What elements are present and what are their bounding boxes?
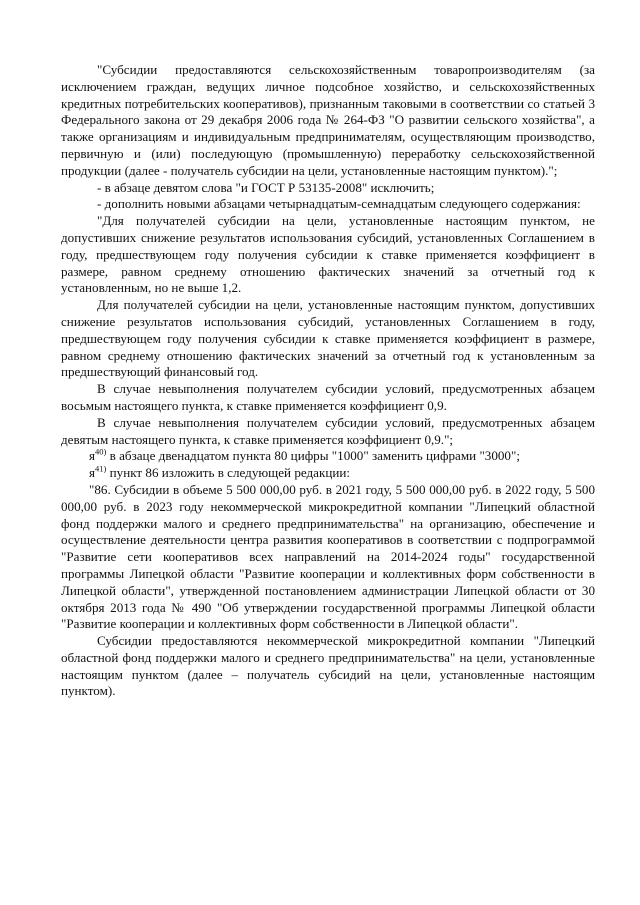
paragraph-amendment-new-paragraphs: - дополнить новыми абзацами четырнадцатым-семнадцатым следующего содержания: (97, 196, 581, 212)
item-number: 41) (95, 463, 107, 474)
paragraph-coefficient-1: "Для получателей субсидии на цели, установленные настоящим пунктом, не допустивших снижение результатов использования субсидий, установленных Соглашением в году, предшествующем году получения субсидии к ставке применяется коэффициент в размере, равном среднему отношению фактических значений за отчетный год к установленным, но не выше 1,2. (61, 213, 595, 296)
item-text: в абзаце двенадцатом пункта 80 цифры "1000" заменить цифрами "3000"; (106, 448, 520, 464)
document-page (61, 62, 595, 700)
item-prefix: я (89, 448, 96, 464)
item-prefix: я (89, 465, 96, 481)
item-number: 40) (95, 446, 107, 457)
paragraph-coefficient-4: В случае невыполнения получателем субсидии условий, предусмотренных абзацем девятым настоящего пункта, к ставке применяется коэффициент 0,9."; (61, 414, 595, 447)
paragraph-coefficient-3: В случае невыполнения получателем субсидии условий, предусмотренных абзацем восьмым настоящего пункта, к ставке применяется коэффициент 0,9. (61, 381, 595, 413)
paragraph-item-41 (61, 465, 595, 482)
paragraph-subsidy-recipients: "Субсидии предоставляются сельскохозяйственным товаропроизводителям (за исключением граждан, ведущих личное подсобное хозяйство, и сельскохозяйственных кредитных потребительских кооперативов), признанным таковыми в соответствии со статьей 3 Федерального закона от 29 декабря 2006 года № 264-ФЗ "О развитии сельского хозяйства", а также организациям и индивидуальным предпринимателям, осуществляющим производство, первичную и (или) последующую (промышленную) переработку сельскохозяйственной продукции (далее - получатель субсидии на цели, установленные настоящим пунктом)."; (61, 62, 595, 178)
paragraph-coefficient-2: Для получателей субсидии на цели, установленные настоящим пунктом, допустивших снижение результатов использования субсидий, установленных Соглашением в году, предшествующем году получения субсидии к ставке применяется коэффициент в размере, равном среднему отношению фактических значений за отчетный год к установленным за предшествующий финансовый год. (61, 297, 595, 380)
paragraph-subsidy-microcredit: Субсидии предоставляются некоммерческой микрокредитной компании "Липецкий областной фонд поддержки малого и среднего предпринимательства" на цели, установленные настоящим пунктом (далее – получатель субсидий на цели, установленные настоящим пунктом). (61, 633, 595, 699)
paragraph-point-86: "86. Субсидии в объеме 5 500 000,00 руб. в 2021 году, 5 500 000,00 руб. в 2022 году, 5 500 000,00 руб. в 2023 году некоммерческой микрокредитной компании "Липецкий областной фонд поддержки малого и среднего предпринимательства" на организацию, обеспечение и осуществление деятельности центра развития кооперативов в соответствии с подпрограммой "Развитие сети кооперативов всех направлений на 2014-2024 годы" государственной программы Липецкой области "Развитие кооперации и коллективных форм собственности в Липецкой области", утвержденной постановлением администрации Липецкой области от 30 октября 2013 года № 490 "Об утверждении государственной программы Липецкой области "Развитие кооперации и коллективных форм собственности в Липецкой области". (61, 481, 595, 632)
paragraph-amendment-ninth: - в абзаце девятом слова "и ГОСТ Р 53135-2008" исключить; (97, 179, 435, 195)
paragraph-item-40 (61, 448, 595, 465)
item-text: пункт 86 изложить в следующей редакции: (106, 465, 351, 481)
